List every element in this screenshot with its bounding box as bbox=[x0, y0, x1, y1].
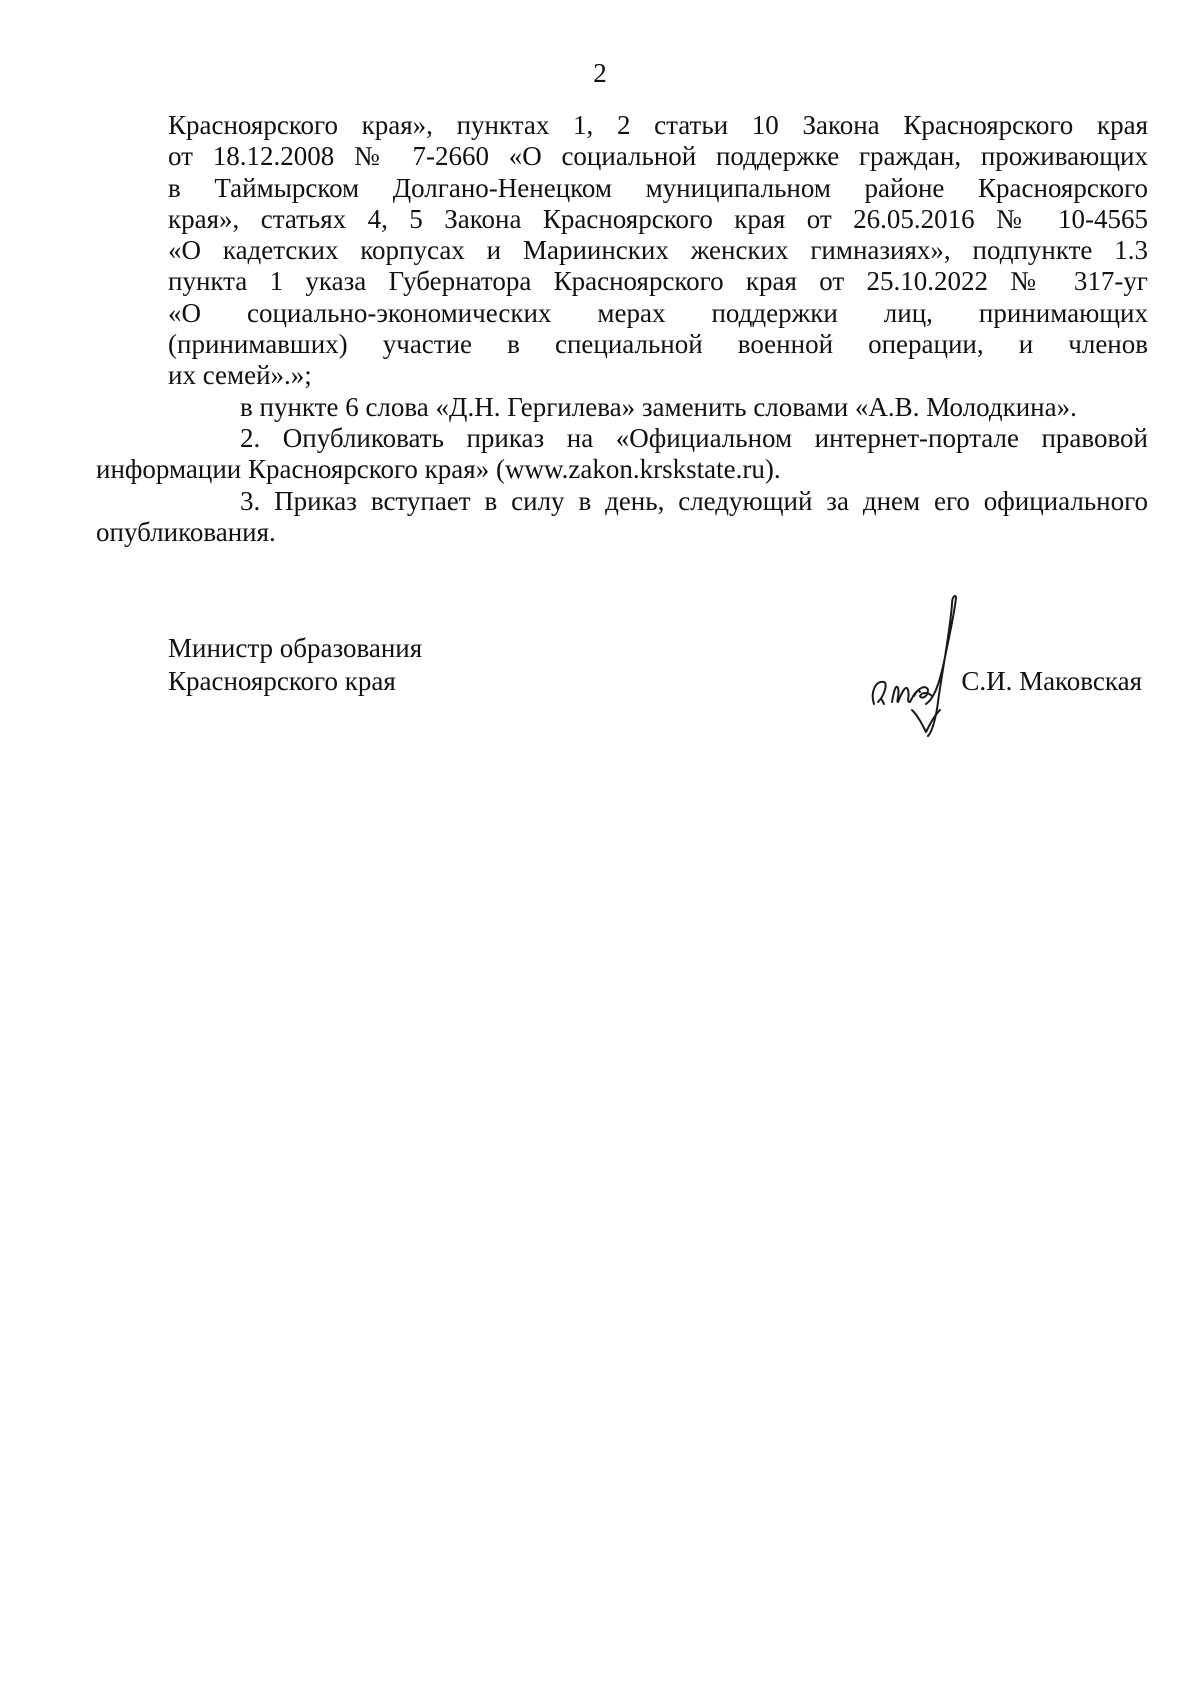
signer-title bbox=[168, 632, 422, 698]
paragraph-legal-basis bbox=[168, 110, 1148, 392]
paragraph-clause-2-publication bbox=[96, 422, 1148, 486]
text-line: от 18.12.2008 № 7-2660 «О социальной поддержке граждан, проживающих bbox=[168, 141, 1148, 172]
text-line: в пункте 6 слова «Д.Н. Гергилева» заменить словами «А.В. Молодкина». bbox=[240, 391, 1077, 422]
text-line: края», статьях 4, 5 Закона Красноярского края от 26.05.2016 № 10-4565 bbox=[168, 203, 1148, 234]
signer-name: С.И. Маковская bbox=[961, 666, 1142, 696]
page-number: 2 bbox=[593, 58, 607, 88]
document-body bbox=[96, 110, 1148, 548]
text-line: «О кадетских корпусах и Мариинских женских гимназиях», подпункте 1.3 bbox=[168, 235, 1148, 266]
text-line: 3. Приказ вступает в силу в день, следующий за днем его официального bbox=[240, 485, 1148, 516]
text-line: (принимавших) участие в специальной военной операции, и членов bbox=[168, 329, 1148, 360]
text-line: 2. Опубликовать приказ на «Официальном интернет-портале правовой bbox=[240, 422, 1148, 453]
text-line: их семей».»; bbox=[168, 360, 312, 391]
text-line: опубликования. bbox=[96, 516, 276, 547]
signer-title-line: Красноярского края bbox=[168, 666, 396, 696]
paragraph-item-6-replacement bbox=[168, 392, 1148, 423]
paragraph-clause-3-entry-into-force bbox=[96, 485, 1148, 549]
text-line: «О социально-экономических мерах поддержки лиц, принимающих bbox=[168, 297, 1148, 328]
signer-title-line: Министр образования bbox=[168, 633, 423, 663]
signature-block bbox=[168, 632, 1148, 752]
text-line: информации Красноярского края» (www.zakon.krskstate.ru). bbox=[96, 454, 781, 485]
text-line: в Таймырском Долгано-Ненецком муниципальном районе Красноярского bbox=[168, 172, 1148, 203]
text-line: Красноярского края», пунктах 1, 2 статьи 10 Закона Красноярского края bbox=[168, 110, 1148, 140]
text-line: пункта 1 указа Губернатора Красноярского края от 25.10.2022 № 317-уг bbox=[168, 266, 1148, 297]
